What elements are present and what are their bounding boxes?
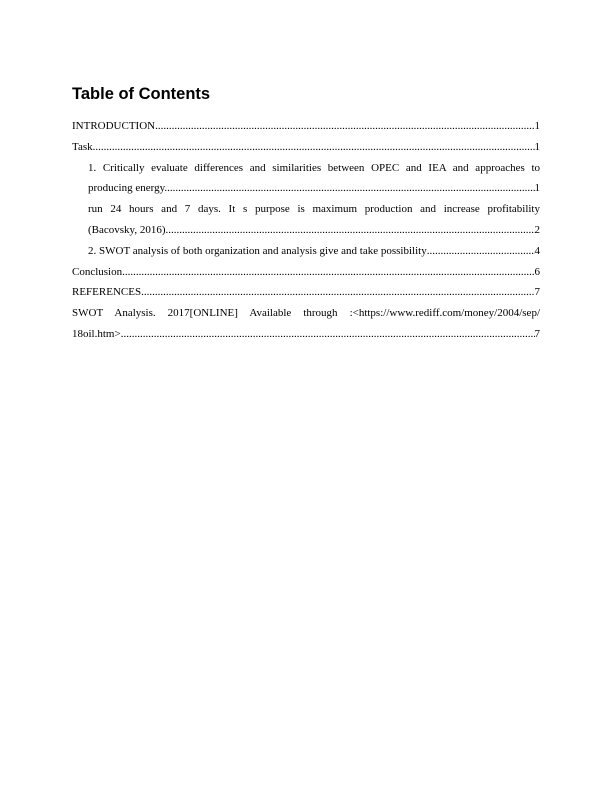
- toc-entry-critically-evaluate[interactable]: [72, 158, 540, 200]
- toc-entry-text-line1: run 24 hours and 7 days. It s purpose is maximum production and increase profitability: [88, 203, 540, 216]
- toc-entry-references[interactable]: [72, 282, 540, 303]
- toc-page-number: 7: [534, 286, 540, 299]
- toc-page-number: 6: [534, 265, 540, 278]
- toc-entry-text-line2: producing energy.: [88, 182, 168, 195]
- toc-entry-text: Conclusion: [72, 265, 123, 278]
- toc-entry-run-24-hours[interactable]: [72, 199, 540, 241]
- toc-entry-text-line1: 1. Critically evaluate differences and similarities between OPEC and IEA and approaches to: [88, 161, 540, 174]
- toc-entry-text: 2. SWOT analysis of both organization and analysis give and take possibility: [88, 244, 427, 257]
- dot-leader: [122, 262, 534, 283]
- toc-page-number: 1: [534, 120, 540, 132]
- dot-leader: [167, 178, 534, 199]
- toc-entry-swot-reference[interactable]: [72, 303, 540, 345]
- toc-entry-text: INTRODUCTION: [72, 120, 156, 132]
- toc-entry-conclusion[interactable]: [72, 262, 540, 283]
- toc-entry-text-line1: SWOT Analysis. 2017[ONLINE] Available through :<https://www.rediff.com/money/2004/sep/: [72, 307, 540, 320]
- toc-entry-text: REFERENCES: [72, 286, 142, 299]
- toc-list: [72, 116, 540, 345]
- toc-page-number: 2: [534, 223, 540, 236]
- toc-entry-text-line2: (Bacovsky, 2016): [88, 223, 166, 236]
- dot-leader: [166, 220, 535, 241]
- toc-entry-text-line2: 18oil.htm>: [72, 327, 121, 340]
- toc-page-number: 1: [534, 182, 540, 195]
- toc-entry-task[interactable]: [72, 137, 540, 158]
- dot-leader: [141, 282, 534, 303]
- toc-entry-introduction[interactable]: [72, 116, 540, 137]
- dot-leader: [93, 137, 535, 158]
- dot-leader: [121, 324, 535, 345]
- toc-entry-swot-analysis[interactable]: [72, 241, 540, 262]
- toc-page-number: 7: [534, 327, 540, 340]
- dot-leader: [155, 116, 534, 137]
- toc-title: Table of Contents: [72, 85, 211, 103]
- dot-leader: [427, 241, 535, 262]
- toc-page-number: 4: [534, 244, 540, 257]
- toc-entry-text: Task: [72, 140, 93, 153]
- toc-page-number: 1: [534, 140, 540, 153]
